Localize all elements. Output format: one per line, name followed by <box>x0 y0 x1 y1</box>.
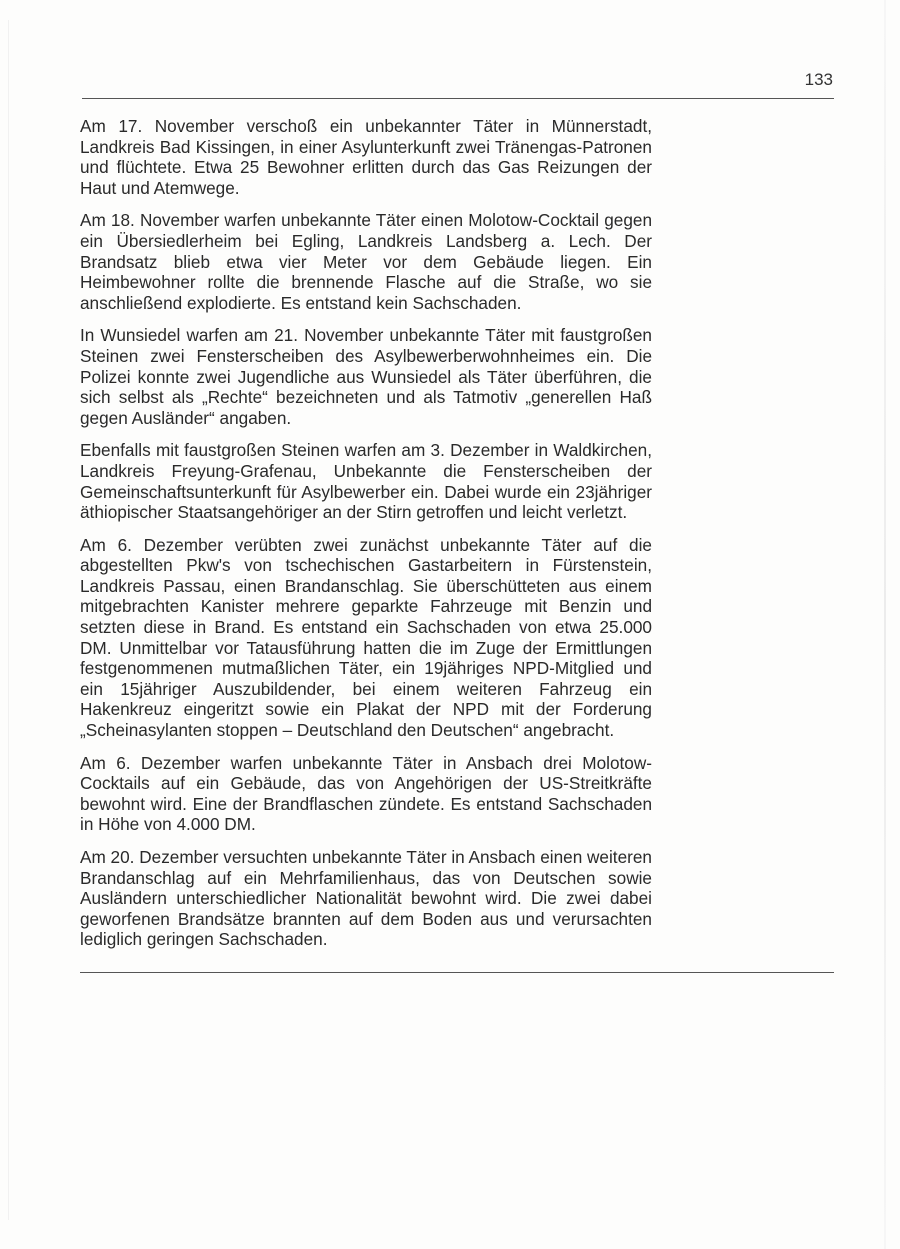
paragraph-7: Am 20. Dezember versuchten unbekannte Täter in Ansbach einen weiteren Brandanschlag auf ein Mehrfamilienhaus, das von Deutschen sowie Ausländern unterschiedlicher Nationalität bewohnt wird. Die zwei dabei geworfenen Brandsätze brannten auf dem Boden aus und verursachten lediglich geringen Sachschaden. <box>80 847 652 950</box>
paragraph-4: Ebenfalls mit faustgroßen Steinen warfen am 3. Dezember in Waldkirchen, Landkreis Freyung-Grafenau, Unbekannte die Fensterscheiben der Gemeinschaftsunterkunft für Asylbewerber ein. Dabei wurde ein 23jähriger äthiopischer Staatsangehöriger an der Stirn getroffen und leicht verletzt. <box>80 440 652 523</box>
scan-shadow-right <box>884 0 886 1249</box>
scan-shadow-left <box>8 20 9 1220</box>
paragraph-1: Am 17. November verschoß ein unbekannter Täter in Münnerstadt, Landkreis Bad Kissingen, in einer Asylunterkunft zwei Tränengas-Patronen und flüchtete. Etwa 25 Bewohner erlitten durch das Gas Reizungen der Haut und Atemwege. <box>80 116 652 198</box>
body-text <box>80 116 652 962</box>
paragraph-6: Am 6. Dezember warfen unbekannte Täter in Ansbach drei Molotow-Cocktails auf ein Gebäude, das von Angehörigen der US-Streitkräfte bewohnt wird. Eine der Brandflaschen zündete. Es entstand Sachschaden in Höhe von 4.000 DM. <box>80 752 652 835</box>
footer-rule <box>80 972 834 973</box>
paragraph-5: Am 6. Dezember verübten zwei zunächst unbekannte Täter auf die abgestellten Pkw's von tschechischen Gastarbeitern in Fürstenstein, Landkreis Passau, einen Brandanschlag. Sie überschütteten aus einem mitgebrachten Kanister mehrere geparkte Fahrzeuge mit Benzin und setzten diese in Brand. Es entstand ein Sachschaden von etwa 25.000 DM. Unmittelbar vor Tatausführung hatten die im Zuge der Ermittlungen festgenommenen mutmaßlichen Täter, ein 19jähriges NPD-Mitglied und ein 15jähriger Auszubildender, bei einem weiteren Fahrzeug ein Hakenkreuz eingeritzt sowie ein Plakat der NPD mit der Forderung „Scheinasylanten stoppen – Deutschland den Deutschen“ angebracht. <box>80 534 652 741</box>
page-number: 133 <box>804 70 833 89</box>
paragraph-2: Am 18. November warfen unbekannte Täter einen Molotow-Cocktail gegen ein Übersiedlerheim bei Egling, Landkreis Landsberg a. Lech. Der Brandsatz blieb etwa vier Meter vor dem Gebäude liegen. Ein Heimbewohner rollte die brennende Flasche auf die Straße, wo sie anschließend explodierte. Es entstand kein Sachschaden. <box>80 210 652 313</box>
header-rule <box>82 98 834 99</box>
paragraph-3: In Wunsiedel warfen am 21. November unbekannte Täter mit faustgroßen Steinen zwei Fensterscheiben des Asylbewerberwohnheimes ein. Die Polizei konnte zwei Jugendliche aus Wunsiedel als Täter überführen, die sich selbst als „Rechte“ bezeichneten und als Tatmotiv „generellen Haß gegen Ausländer“ angaben. <box>80 325 652 428</box>
